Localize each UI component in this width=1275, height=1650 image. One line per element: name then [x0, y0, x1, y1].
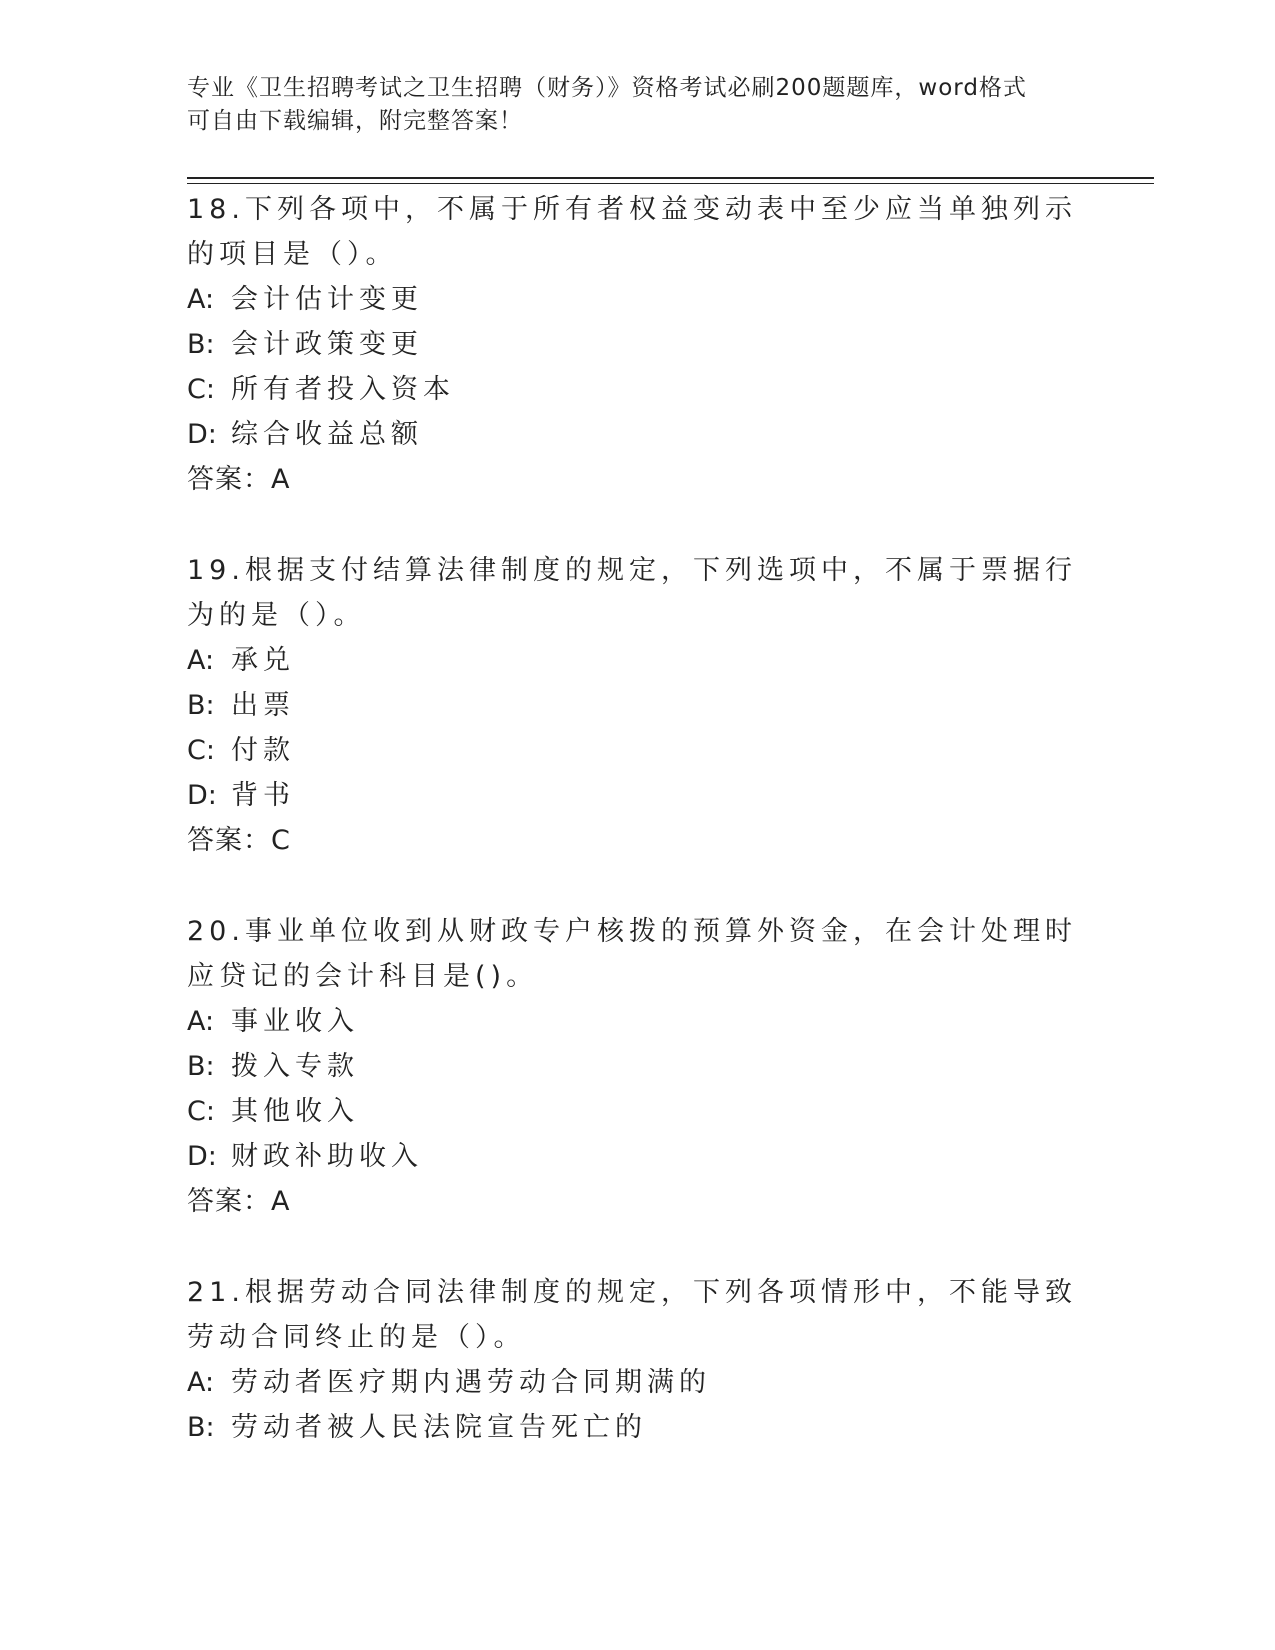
header-line-2: 可自由下载编辑，附完整答案！: [187, 108, 523, 134]
option-d: [187, 773, 1087, 818]
option-text: 综合收益总额: [231, 419, 423, 450]
question-stem: 20.事业单位收到从财政专户核拨的预算外资金，在会计处理时应贷记的会计科目是()。: [187, 916, 1077, 992]
option-b: [187, 1405, 1087, 1450]
option-a: [187, 999, 1087, 1044]
option-a: [187, 638, 1087, 683]
option-text: 所有者投入资本: [231, 374, 455, 405]
answer-line: 答案：A: [187, 1186, 291, 1217]
question-20: [187, 909, 1087, 1225]
option-d: [187, 412, 1087, 457]
option-letter: A:: [187, 284, 215, 315]
option-text: 劳动者被人民法院宣告死亡的: [231, 1412, 647, 1443]
question-18: [187, 187, 1087, 503]
option-letter: C:: [187, 1096, 215, 1127]
option-b: [187, 322, 1087, 367]
question-stem: 19.根据支付结算法律制度的规定，下列选项中，不属于票据行为的是（）。: [187, 555, 1077, 631]
option-letter: A:: [187, 1367, 215, 1398]
answer-line: 答案：A: [187, 464, 291, 495]
question-21: [187, 1270, 1087, 1450]
option-letter: C:: [187, 735, 215, 766]
option-letter: D:: [187, 419, 217, 450]
option-text: 背书: [231, 780, 295, 811]
option-text: 会计估计变更: [231, 284, 423, 315]
option-b: [187, 683, 1087, 728]
document-header: [187, 72, 1067, 138]
option-text: 财政补助收入: [231, 1141, 423, 1172]
option-letter: B:: [187, 690, 215, 721]
option-a: [187, 1360, 1087, 1405]
option-text: 承兑: [231, 645, 295, 676]
option-text: 出票: [231, 690, 295, 721]
question-list: [187, 187, 1087, 1495]
header-line-1: 专业《卫生招聘考试之卫生招聘（财务）》资格考试必刷200题题库，word格式: [187, 75, 1027, 101]
option-text: 付款: [231, 735, 295, 766]
option-d: [187, 1134, 1087, 1179]
option-letter: D:: [187, 780, 217, 811]
option-letter: B:: [187, 1051, 215, 1082]
option-letter: D:: [187, 1141, 217, 1172]
option-a: [187, 277, 1087, 322]
question-19: [187, 548, 1087, 864]
header-divider: [187, 177, 1154, 184]
option-c: [187, 1089, 1087, 1134]
option-letter: A:: [187, 645, 215, 676]
question-stem: 18.下列各项中，不属于所有者权益变动表中至少应当单独列示的项目是（）。: [187, 194, 1077, 270]
option-c: [187, 367, 1087, 412]
option-letter: C:: [187, 374, 215, 405]
option-text: 拨入专款: [231, 1051, 359, 1082]
answer-line: 答案：C: [187, 825, 291, 856]
option-text: 劳动者医疗期内遇劳动合同期满的: [231, 1367, 711, 1398]
option-letter: B:: [187, 1412, 215, 1443]
option-text: 会计政策变更: [231, 329, 423, 360]
option-b: [187, 1044, 1087, 1089]
option-letter: A:: [187, 1006, 215, 1037]
option-text: 其他收入: [231, 1096, 359, 1127]
option-text: 事业收入: [231, 1006, 359, 1037]
option-letter: B:: [187, 329, 215, 360]
question-stem: 21.根据劳动合同法律制度的规定，下列各项情形中，不能导致劳动合同终止的是（）。: [187, 1277, 1077, 1353]
option-c: [187, 728, 1087, 773]
